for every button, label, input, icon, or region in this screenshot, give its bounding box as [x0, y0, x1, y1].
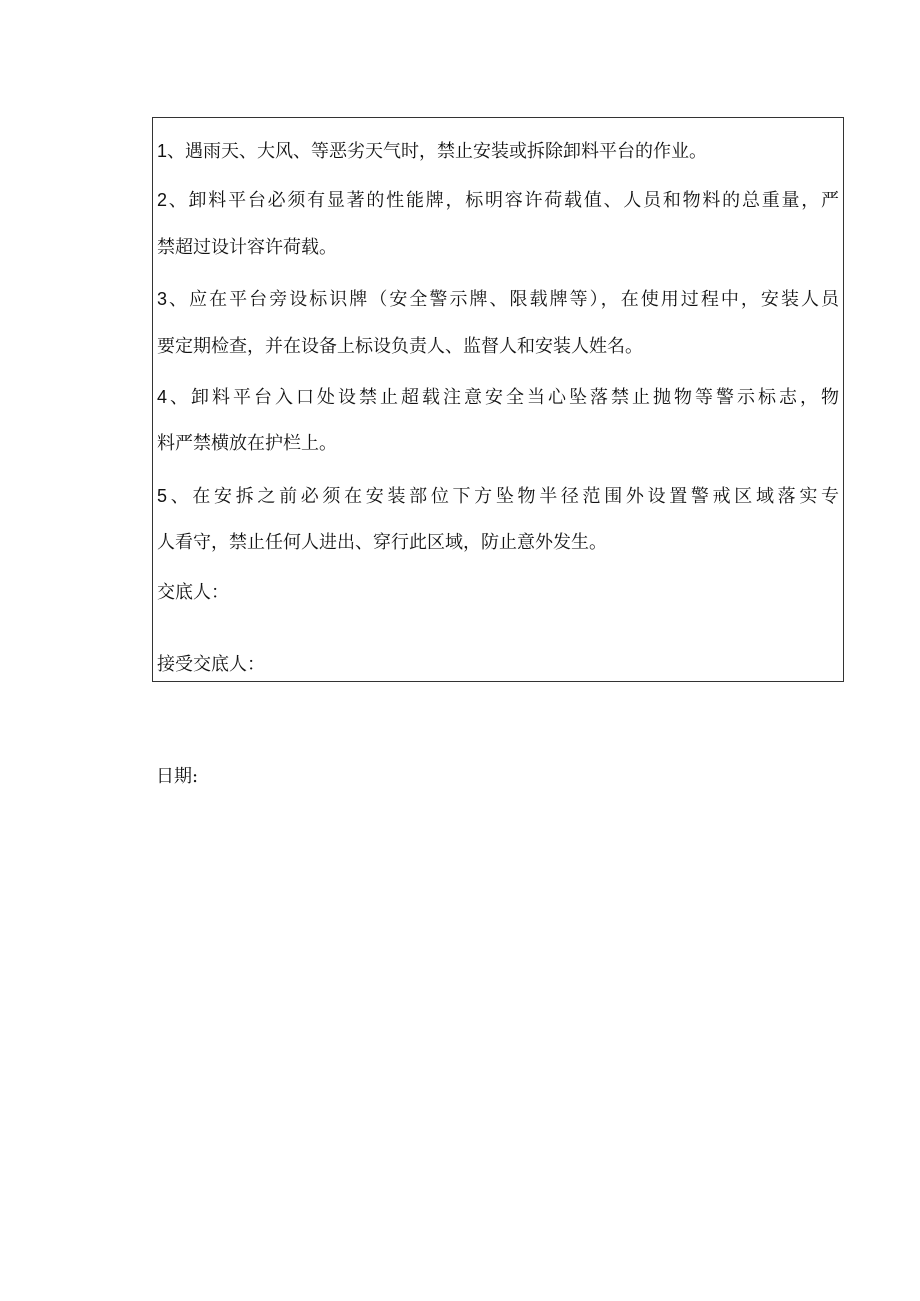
- item-5-line-1: [157, 484, 839, 509]
- item-2-line-1: [157, 188, 839, 213]
- item-1-line-1: [157, 139, 839, 164]
- item-4-line-1: [157, 385, 839, 410]
- item-5-text-2: 人看守，禁止任何人进出、穿行此区域，防止意外发生。: [157, 532, 607, 553]
- item-2-text-1: 、卸料平台必须有显著的性能牌，标明容许荷载值、人员和物料的总重量，严: [167, 190, 839, 211]
- item-5-line-2: [157, 531, 839, 555]
- item-3-number: 3: [157, 289, 168, 309]
- item-4-line-2: [157, 432, 839, 456]
- date-label: 日期:: [156, 766, 199, 787]
- handover-person-label: 交底人：: [157, 582, 229, 603]
- item-3-line-2: [157, 335, 839, 359]
- item-2-line-2: [157, 236, 839, 260]
- disclosure-box: [152, 117, 844, 682]
- item-5-number: 5: [157, 486, 168, 506]
- item-1-number: 1: [157, 141, 168, 161]
- receiver-person-label: 接受交底人：: [157, 654, 265, 675]
- item-1-text: 、遇雨天、大风、等恶劣天气时，禁止安装或拆除卸料平台的作业。: [167, 141, 708, 162]
- item-3-line-1: [157, 287, 839, 312]
- item-5-text-1: 、在安拆之前必须在安装部位下方坠物半径范围外设置警戒区域落实专: [167, 486, 839, 507]
- item-3-text-2: 要定期检查，并在设备上标设负责人、监督人和安装人姓名。: [157, 336, 643, 357]
- item-4-number: 4: [157, 387, 168, 407]
- item-2-number: 2: [157, 190, 168, 210]
- item-4-text-2: 料严禁横放在护栏上。: [157, 433, 337, 454]
- item-2-text-2: 禁超过设计容许荷载。: [157, 237, 337, 258]
- item-4-text-1: 、卸料平台入口处设禁止超载注意安全当心坠落禁止抛物等警示标志，物: [167, 387, 839, 408]
- item-3-text-1: 、应在平台旁设标识牌（安全警示牌、限载牌等），在使用过程中，安装人员: [167, 289, 839, 310]
